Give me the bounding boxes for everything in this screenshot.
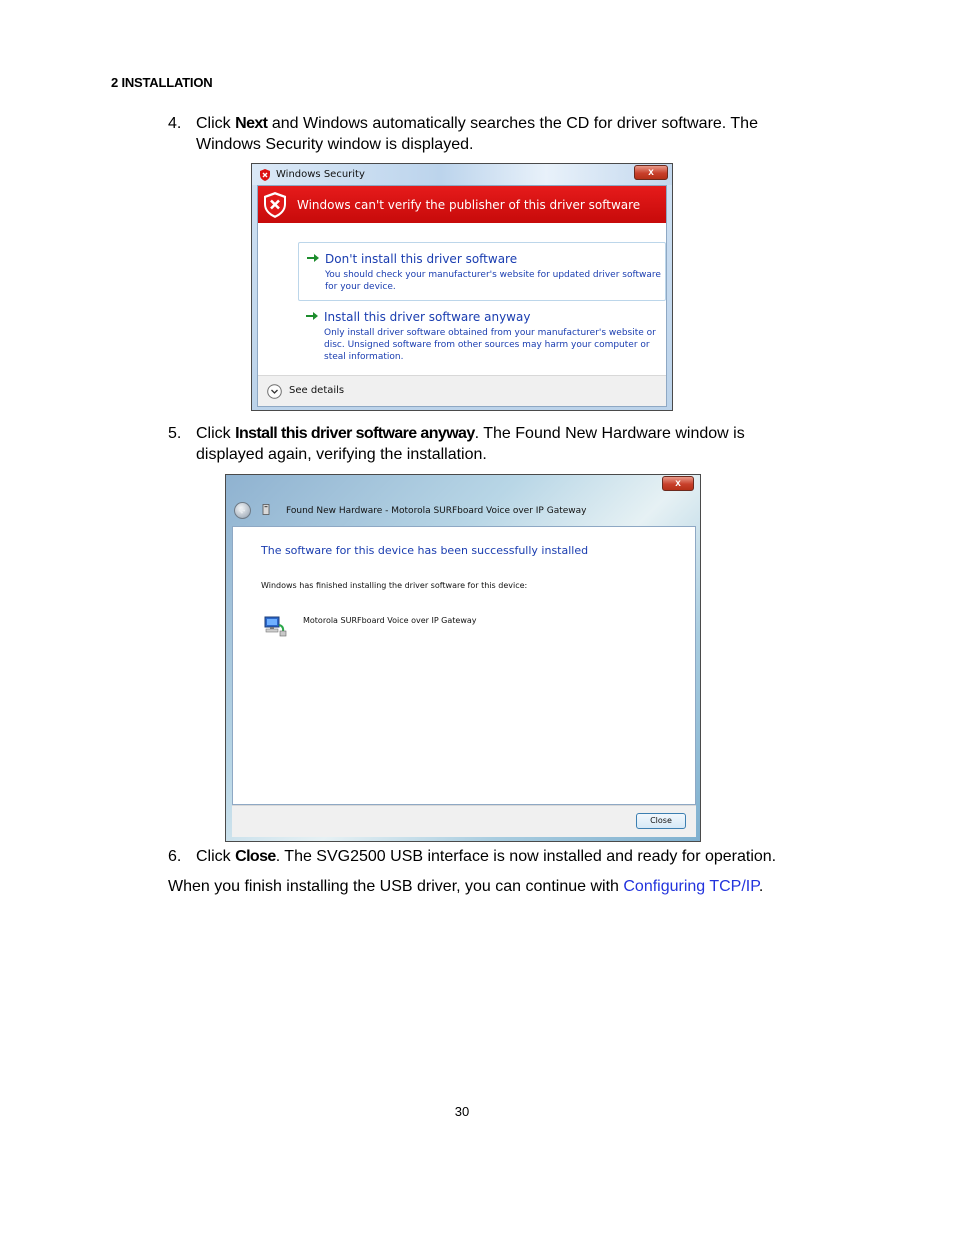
shield-warning-icon [263, 192, 287, 218]
close-window-button[interactable]: x [662, 476, 694, 491]
green-arrow-icon [306, 311, 318, 321]
close-button[interactable]: Close [636, 813, 686, 829]
device-icon [262, 504, 270, 515]
back-button[interactable] [234, 502, 251, 519]
window-footer [232, 805, 696, 837]
dialog-client-area [257, 185, 667, 407]
closing-text: . [758, 878, 764, 895]
dialog-footer [258, 375, 666, 406]
green-arrow-icon [307, 253, 319, 263]
back-arrow-icon [237, 505, 248, 516]
step-text: and Windows automatically searches the CD for driver software. The Windows Security window is displayed. [196, 115, 758, 153]
step-text: . The Found New Hardware window is displayed again, verifying the installation. [196, 425, 745, 463]
step-text: . The SVG2500 USB interface is now installed and ready for operation. [275, 848, 777, 865]
dont-install-option[interactable] [298, 242, 666, 301]
section-heading: 2 INSTALLATION [111, 75, 213, 90]
shield-icon [259, 169, 271, 181]
windows-security-dialog [251, 163, 673, 411]
step-text: Click [196, 115, 236, 132]
step-number: 4. [168, 115, 182, 132]
warning-banner [258, 186, 666, 223]
step-number: 5. [168, 425, 182, 442]
option-description: Only install driver software obtained from your manufacturer's website or disc. Unsigned software from other sources may harm your computer or steal information. [324, 328, 656, 362]
window-title: Found New Hardware - Motorola SURFboard Voice over IP Gateway [286, 506, 587, 516]
option-title: Don't install this driver software [325, 252, 518, 266]
title-bar [252, 164, 672, 185]
closing-paragraph [168, 876, 763, 897]
window-client-area [232, 526, 696, 805]
found-new-hardware-window [225, 474, 701, 842]
network-device-icon [261, 613, 287, 639]
window-title: Windows Security [276, 169, 365, 180]
option-description: You should check your manufacturer's website for updated driver software for your device. [325, 270, 661, 292]
step-number: 6. [168, 848, 182, 865]
chevron-down-icon[interactable] [267, 384, 282, 399]
step-bold-term: Install this driver software anyway [235, 425, 475, 442]
device-name: Motorola SURFboard Voice over IP Gateway [303, 616, 477, 625]
configuring-tcpip-link[interactable]: Configuring TCP/IP [623, 878, 759, 895]
option-title: Install this driver software anyway [324, 310, 531, 324]
step-6 [168, 846, 808, 867]
close-window-button[interactable]: x [634, 165, 668, 180]
step-text: Click [196, 425, 236, 442]
step-5 [168, 423, 808, 465]
install-anyway-option[interactable] [298, 301, 664, 371]
step-bold-term: Close [235, 848, 276, 865]
closing-text: When you finish installing the USB driver, you can continue with [168, 878, 624, 895]
page-number: 30 [454, 1104, 470, 1119]
see-details-toggle[interactable]: See details [289, 385, 345, 396]
warning-text: Windows can't verify the publisher of this driver software [297, 198, 641, 212]
finished-message: Windows has finished installing the driver software for this device: [261, 581, 528, 590]
success-heading: The software for this device has been successfully installed [261, 544, 589, 557]
step-text: Click [196, 848, 236, 865]
step-bold-term: Next [235, 115, 268, 132]
step-4 [168, 113, 808, 155]
